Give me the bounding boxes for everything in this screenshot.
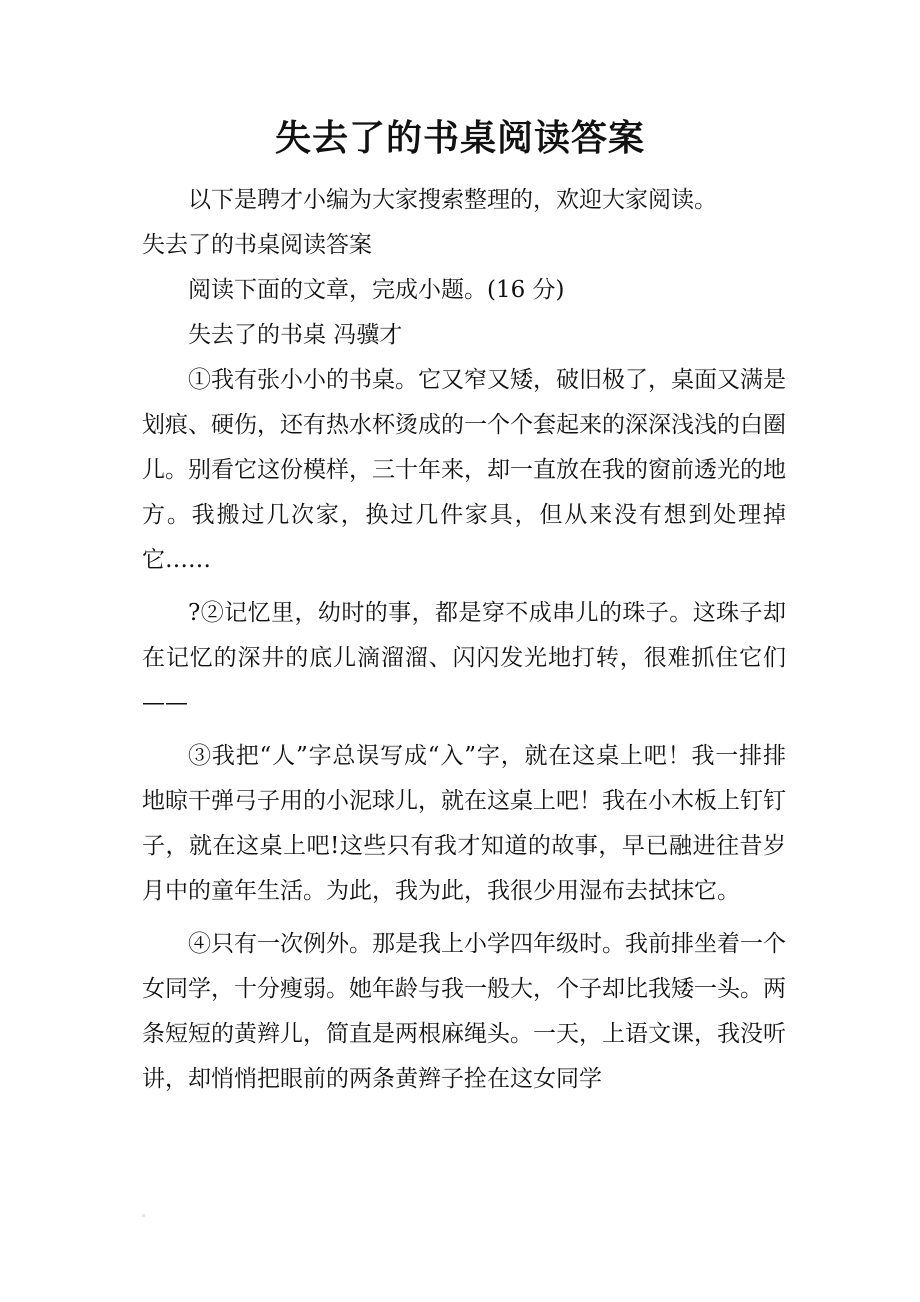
document-title: 失去了的书桌阅读答案 — [274, 117, 645, 159]
article-paragraph-4: ④只有一次例外。那是我上小学四年级时。我前排坐着一个女同学，十分瘦弱。她年龄与我一般大，个子却比我矮一头。两条短短的黄辫儿，简直是两根麻绳头。一天，上语文课，我没听讲，却悄悄把眼前的两条黄辫子拴在这女同学 — [142, 931, 786, 1092]
instruction-paragraph: 阅读下面的文章，完成小题。(16 分) — [188, 277, 565, 303]
document-body — [142, 178, 786, 1102]
article-paragraph-1: ①我有张小小的书桌。它又窄又矮，破旧极了，桌面又满是划痕、硬伤，还有热水杯烫成的一个个套起来的深深浅浅的白圈儿。别看它这份模样，三十年来，却一直放在我的窗前透光的地方。我搬过几次家，换过几件家具，但从来没有想到处理掉它…… — [142, 367, 786, 573]
scan-speck — [142, 1214, 145, 1217]
intro-paragraph: 以下是聘才小编为大家搜索整理的，欢迎大家阅读。 — [188, 187, 717, 213]
subtitle-line: 失去了的书桌阅读答案 — [142, 232, 372, 258]
article-heading: 失去了的书桌 冯骥才 — [188, 322, 403, 348]
article-paragraph-2: ?②记忆里，幼时的事，都是穿不成串儿的珠子。这珠子却在记忆的深井的底儿滴溜溜、闪闪发光地打转，很难抓住它们—— — [142, 600, 786, 716]
article-paragraph-3: ③我把“人”字总误写成“入”字，就在这桌上吧！我一排排地晾干弹弓子用的小泥球儿，就在这桌上吧！我在小木板上钉钉子，就在这桌上吧!这些只有我才知道的故事，早已融进往昔岁月中的童年生活。为此，我为此，我很少用湿布去拭抹它。 — [142, 743, 786, 904]
